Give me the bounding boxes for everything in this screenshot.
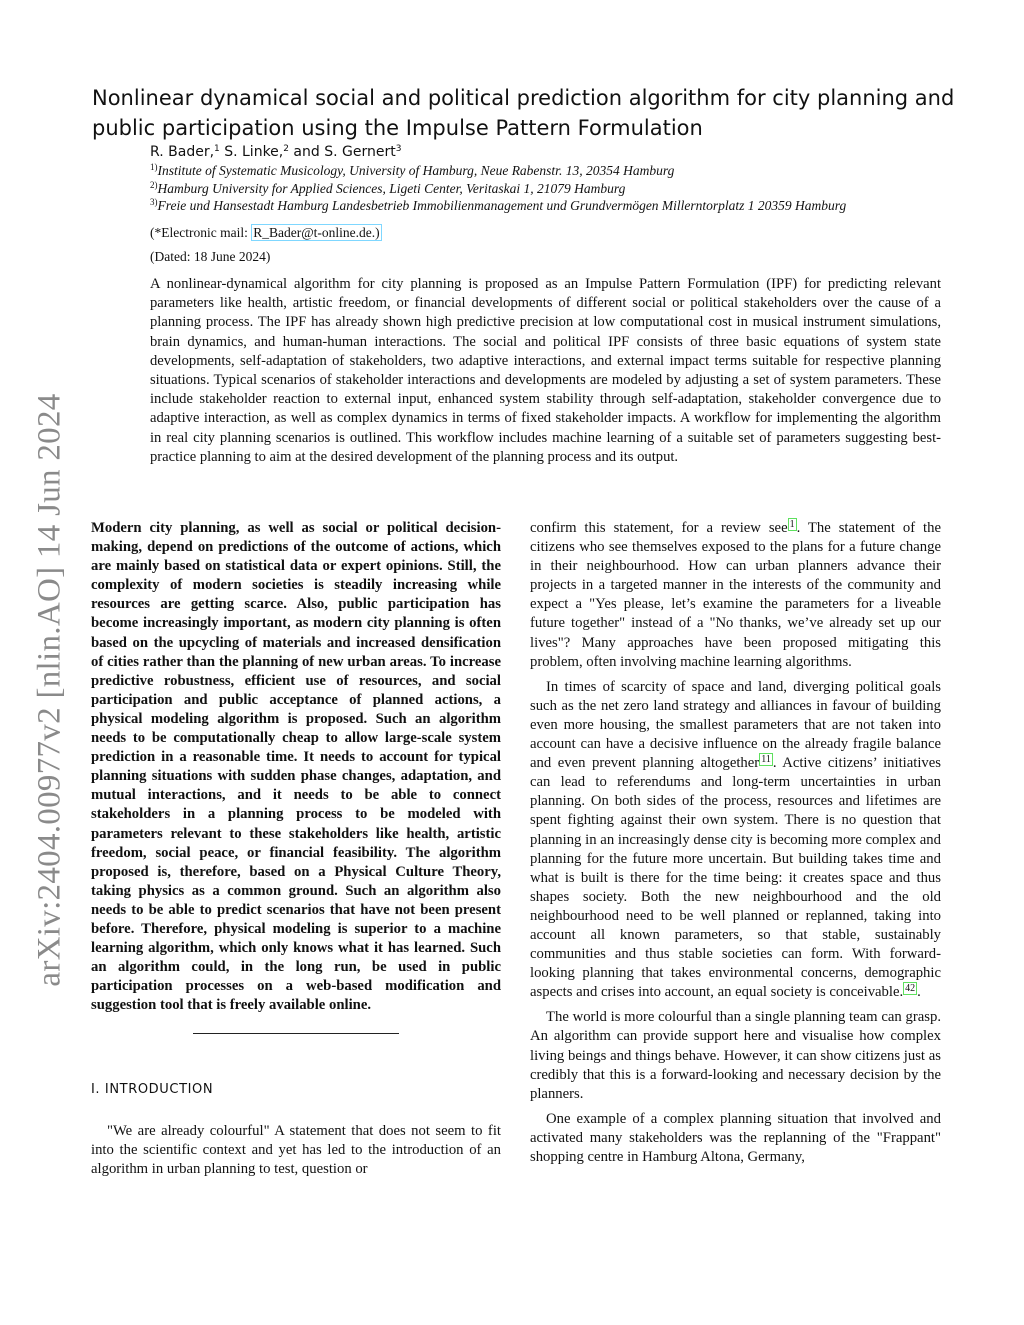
citation-link[interactable]: 42 — [905, 983, 916, 995]
body-paragraph: One example of a complex planning situation that involved and activated many stakeholders was the replanning of the "Frappant" shopping centre in Hamburg Altona, Germany, — [530, 1110, 941, 1165]
abstract: A nonlinear-dynamical algorithm for city planning is proposed as an Impulse Pattern Formulation (IPF) for predicting relevant parameters like health, artistic freedom, or financial developments of different social or political stakeholders over the cause of a planning process. The IPF has already shown high predictive precision at low computational cost in musical instrument simulations, brain dynamics, and human-human interactions. The social and political IPF consists of three basic equations of system state developments, self-adaptation of stakeholders, two adaptive interactions, and external impact terms suitable for respective planning situations. Typical scenarios of stakeholder interactions and developments are modeled by adjusting a set of system parameters. These include stakeholder reaction to external input, enhanced system stability through self-adaptation, stakeholder convergence due to adaptive interaction, as well as complex dynamics in terms of fixed stakeholder impacts. A workflow for implementing the algorithm in real city planning scenarios is outlined. This workflow includes machine learning of a suitable set of parameters suggesting best-practice planning to aim at the desired development of the planning process and its output. — [150, 276, 941, 465]
author-affil-marker: 1 — [214, 144, 220, 154]
right-column — [530, 519, 941, 1173]
section-heading: I. INTRODUCTION — [91, 1082, 214, 1098]
author-affil-marker: 3 — [395, 144, 402, 154]
author-name: S. Linke, — [219, 144, 284, 160]
paragraph-text: In times of scarcity of space and land, diverging political goals such as the net zero land strategy and alliances in favour of building even more housing, the smallest parameters that are not taken into account can have a decisive influence on the already fragile balance and even prevent planning altogether — [530, 678, 941, 772]
citation-link[interactable]: 1 — [789, 519, 795, 530]
left-column — [91, 519, 501, 1179]
affiliation-number: 1) — [150, 162, 158, 172]
email-link[interactable]: R_Bader@t-online.de.) — [253, 225, 380, 240]
body-paragraph: The world is more colourful than a single planning team can grasp. An algorithm can provide support here and visualise how complex living beings and things behave. However, it can show citizens just as credibly that this is a forward-looking and necessary decision by the planners. — [530, 1009, 941, 1102]
separator-rule — [193, 1033, 399, 1034]
affiliation-list — [150, 162, 970, 215]
lay-abstract: Modern city planning, as well as social or political decision-making, depend on predictions of the outcome of actions, which are mainly based on statistical data or expert opinions. Still, the complexity of modern societies is steadily increasing while resources are getting scarce. Also, public participation has become increasingly important, as modern city planning is often based on the upcycling of materials and increased densification of cities rather than the planning of new urban areas. To increase predictive robustness, efficient use of resources, and social participation and public acceptance of planned actions, a physical modeling algorithm is proposed. Such an algorithm needs to be computationally cheap to allow large-scale system prediction in a reasonable time. It needs to account for typical planning situations with sudden phase changes, adaptation, and mutual interactions, and it needs to be able to connect stakeholders in a planning process to be modeled with parameters relevant to these stakeholders like health, artistic freedom, social peace, or financial feasibility. The algorithm proposed is, therefore, based on a Physical Culture Theory, taking physics as a common ground. Such an algorithm also needs to be able to predict scenarios that have not been present before. Therefore, physical modeling is superior to a machine learning algorithm, which only knows what it has learned. Such an algorithm could, in the long run, be used in public participation processes on a web-based modification and suggestion tool that is freely available online. — [91, 520, 501, 1014]
body-paragraph — [530, 519, 941, 672]
date-line: (Dated: 18 June 2024) — [150, 249, 271, 264]
paragraph-text: confirm this statement, for a review see — [530, 520, 788, 536]
affiliation — [150, 180, 970, 198]
affiliation-text: Hamburg University for Applied Sciences, Ligeti Center, Veritaskai 1, 21079 Hamburg — [157, 180, 626, 196]
citation-link[interactable]: 11 — [761, 754, 771, 766]
email-line — [150, 224, 382, 241]
affiliation-number: 2) — [150, 179, 158, 190]
author-name: and S. Gernert — [288, 144, 396, 160]
affiliation — [150, 162, 970, 180]
author-name: R. Bader, — [150, 144, 215, 160]
email-label: (*Electronic mail: — [150, 225, 252, 240]
intro-paragraph: "We are already colourful" A statement that does not seem to fit into the scientific context and yet has led to the introduction of an algorithm in urban planning to test, question or — [91, 1122, 501, 1177]
paragraph-text: . The statement of the citizens who see themselves exposed to the plans for a future change in their neighbourhood. How can urban planners advance their projects in a targeted manner in the interests of the community and expect a "Yes please, let’s examine the parameters for a liveable future together" instead of a "No thanks, we’ve already set up our lives"? Many approaches have been proposed mitigating this problem, often involving machine learning algorithms. — [530, 520, 942, 670]
body-paragraph — [530, 678, 941, 1003]
arxiv-identifier: arXiv:2404.00977v2 [nlin.AO] 14 Jun 2024 — [31, 393, 68, 987]
affiliation-text: Freie und Hansestadt Hamburg Landesbetrieb Immobilienmanagement und Grundvermögen Millerntorplatz 1 20359 Hamburg — [157, 198, 847, 213]
paragraph-text: . Active citizens’ initiatives can lead to referendums and long-term uncertainties in urban planning. On both sides of the process, resources and lifetimes are spent fighting against their own system. There is no question that planning in an increasingly dense city is becoming more complex and planning for the future more uncertain. But building takes time and what is built is there for the time being: it creates space and thus shapes society. Both the new neighbourhood and the old neighbourhood need to be well planned or replanned, taking into account all known parameters, so that stable, sustainably communities and thus stable societies can form. With forward-looking planning that takes environmental concerns, demographic aspects and crises into account, an equal society is conceivable. — [530, 755, 941, 1001]
paragraph-text: . — [917, 984, 921, 1001]
author-affil-marker: 2 — [283, 144, 289, 154]
paper-title: Nonlinear dynamical social and political prediction algorithm for city planning and public participation using the Impulse Pattern Formulation — [92, 86, 955, 140]
author-list — [150, 143, 401, 161]
affiliation — [150, 197, 970, 215]
affiliation-number: 3) — [150, 197, 158, 207]
affiliation-text: Institute of Systematic Musicology, University of Hamburg, Neue Rabenstr. 13, 20354 Hamburg — [157, 163, 675, 178]
